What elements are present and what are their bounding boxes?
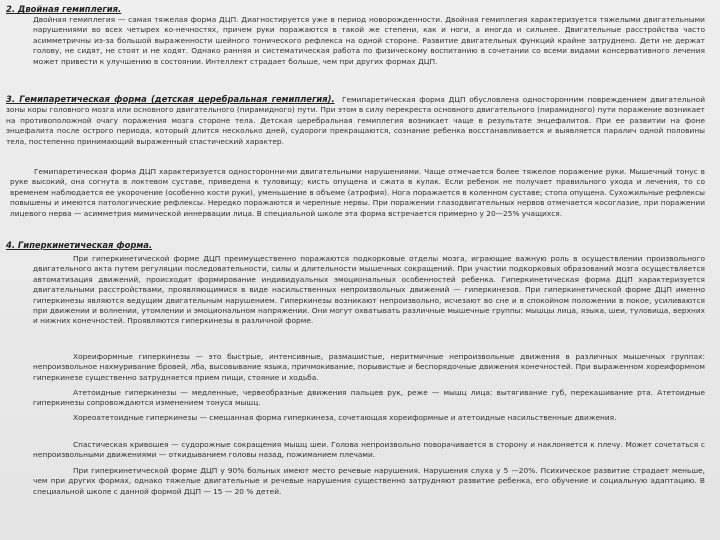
- section-heading-double-hemiplegia: 2. Двойная гемиплегия.: [6, 4, 122, 14]
- paragraph-athetoid: Атетоидные гиперкинезы — медленные, червеобразные движения пальцев рук, реже — мышц лица: вытягивание губ, перекашивание рта. Атетоидные гиперкинезы сопровождаются изменением тонуса мышц.: [33, 388, 705, 408]
- paragraph-hyperkinetic-outcomes: При гиперкинетической форме ДЦП у 90% больных имеют место речевые нарушения. Нарушения слуха у 5 —20%. Психическое развитие страдает меньше, чем при других формах, однако тяжелые двигательные и речевые нарушения существенно затрудняют развитие ребенка, его обучение и социальную адаптацию. В специальной школе с данной формой ДЦП — 15 — 20 % детей.: [33, 466, 705, 496]
- paragraph-hemiparetic-details: Гемипаретическая форма ДЦП характеризуется односторонни-ми двигательными нарушениями. Чаще отмечается более тяжелое поражение руки. Мышечный тонус в руке высокий, она согнута в локтевом суставе, приведена к туловищу; кисть опущена и сжата в кулак. Если ребенок не получает правильного ухода и лечения, то со временем наблюдается ее укорочение (особенно кости руки), уменьшение в объеме (атрофия). Нога поражается в коленном суставе; стопа опущена. Сухожильные рефлексы повышены и имеются патологические рефлексы. Нередко поражаются и черепные нервы. При поражении глазодвигательных нервов отмечается косоглазие, при поражении лицевого нерва — асимметрия мимической иннервации лица. В специальной школе эта форма встречается примерно у 20—25% учащихся.: [10, 167, 705, 218]
- paragraph-choreiform: Хореиформные гиперкинезы — это быстрые, интенсивные, размашистые, неритмичные непроизвольные движения в различных мышечных группах: непроизвольное нахмуривание бровей, лба, высовывание языка, причмокивание, порывистые и беспорядочные движения конечностей. При выраженном хореиформном гиперкинезе существенно затрудняется прием пищи, стояние и ходьба.: [33, 352, 705, 382]
- section-heading-hyperkinetic: 4. Гиперкинетическая форма.: [6, 240, 153, 250]
- section-hemiparetic-block: [6, 94, 705, 147]
- paragraph-double-hemiplegia: Двойная гемиплегия — самая тяжелая форма ДЦП. Диагностируется уже в период новорожденности. Двойная гемиплегия характеризуется тяжелыми двигательными нарушениями во всех четырех ко-нечностях, причем руки поражаются в такой же степени, как и ноги, а иногда и сильнее. Двигательные расстройства часто асимметричны из-за большой выраженности шейного тонического рефлекса на одной стороне. Развитие двигательных функций крайне затруднено. Дети не держат голову, не сидят, не стоят и не ходят. Однако ранняя и систематическая работа по физическому воспитанию в сочетании со всеми видами консервативного лечения может привести к улучшению в состоянии. Интеллект страдает больше, чем при других формах ДЦП.: [33, 15, 705, 66]
- paragraph-spastic-torticollis: Спастическая кривошея — судорожные сокращения мышц шеи. Голова непроизвольно поворачивается в сторону и наклоняется к плечу. Может сочетаться с непроизвольными движениями — откидыванием головы назад, пожиманием плечами.: [33, 440, 705, 460]
- paragraph-choreoathetoid: Хореоатетоидные гиперкинезы — смешанная форма гиперкинеза, сочетающая хореиформные и атетоидные насильственные движения.: [73, 413, 617, 422]
- section-heading-hemiparetic: 3. Гемипаретическая форма (детская церебральная гемиплегия).: [6, 94, 335, 104]
- paragraph-hyperkinetic-overview: При гиперкинетической форме ДЦП преимущественно поражаются подкорковые отделы мозга, играющие важную роль в осуществлении произвольного двигательного акта путем регуляции последовательности, силы и длительности мышечных сокращений. При участии подкорковых образований мозга осуществляется автоматизация движений, происходит формирование индивидуальных эмоциональных особенностей ребенка. Гиперкинетическая форма ДЦП характеризуется двигательными расстройствами, проявляющимися в виде насильственных непроизвольных движений — гиперкинезов. При гиперкинетической форме ДЦП именно гиперкинезы являются ведущим двигательным нарушением. Гиперкинезы возникают непроизвольно, исчезают во сне и в спокойном положении в покое, усиливаются при движении и волнении, утомлении и эмоциональном напряжении. Они могут охватывать различные мышечные группы: мышцы лица, языка, шеи, туловища, верхних и нижних конечностей. Проявляются гиперкинезы в различной форме.: [33, 254, 705, 326]
- paragraph-hemiparetic-intro: Гемипаретическая форма ДЦП обусловлена односторонним повреждением двигательной зоны коры головного мозга или основного двигательного (пирамидного) пути. При этом в силу перекреста основного двигательного (пирамидного) пути поражение возникает на противоположной очагу поражения мозга стороне тела. Детская церебральная гемиплегия возникает чаще в результате энцефалитов. При ее развитии на фоне энцефалита после острого периода, который длится несколько дней, судороги прекращаются, сознание ребенка восстанавливается и выявляется паралич одной половины тела, постепенно принимающий выраженный спастический характер.: [6, 95, 705, 146]
